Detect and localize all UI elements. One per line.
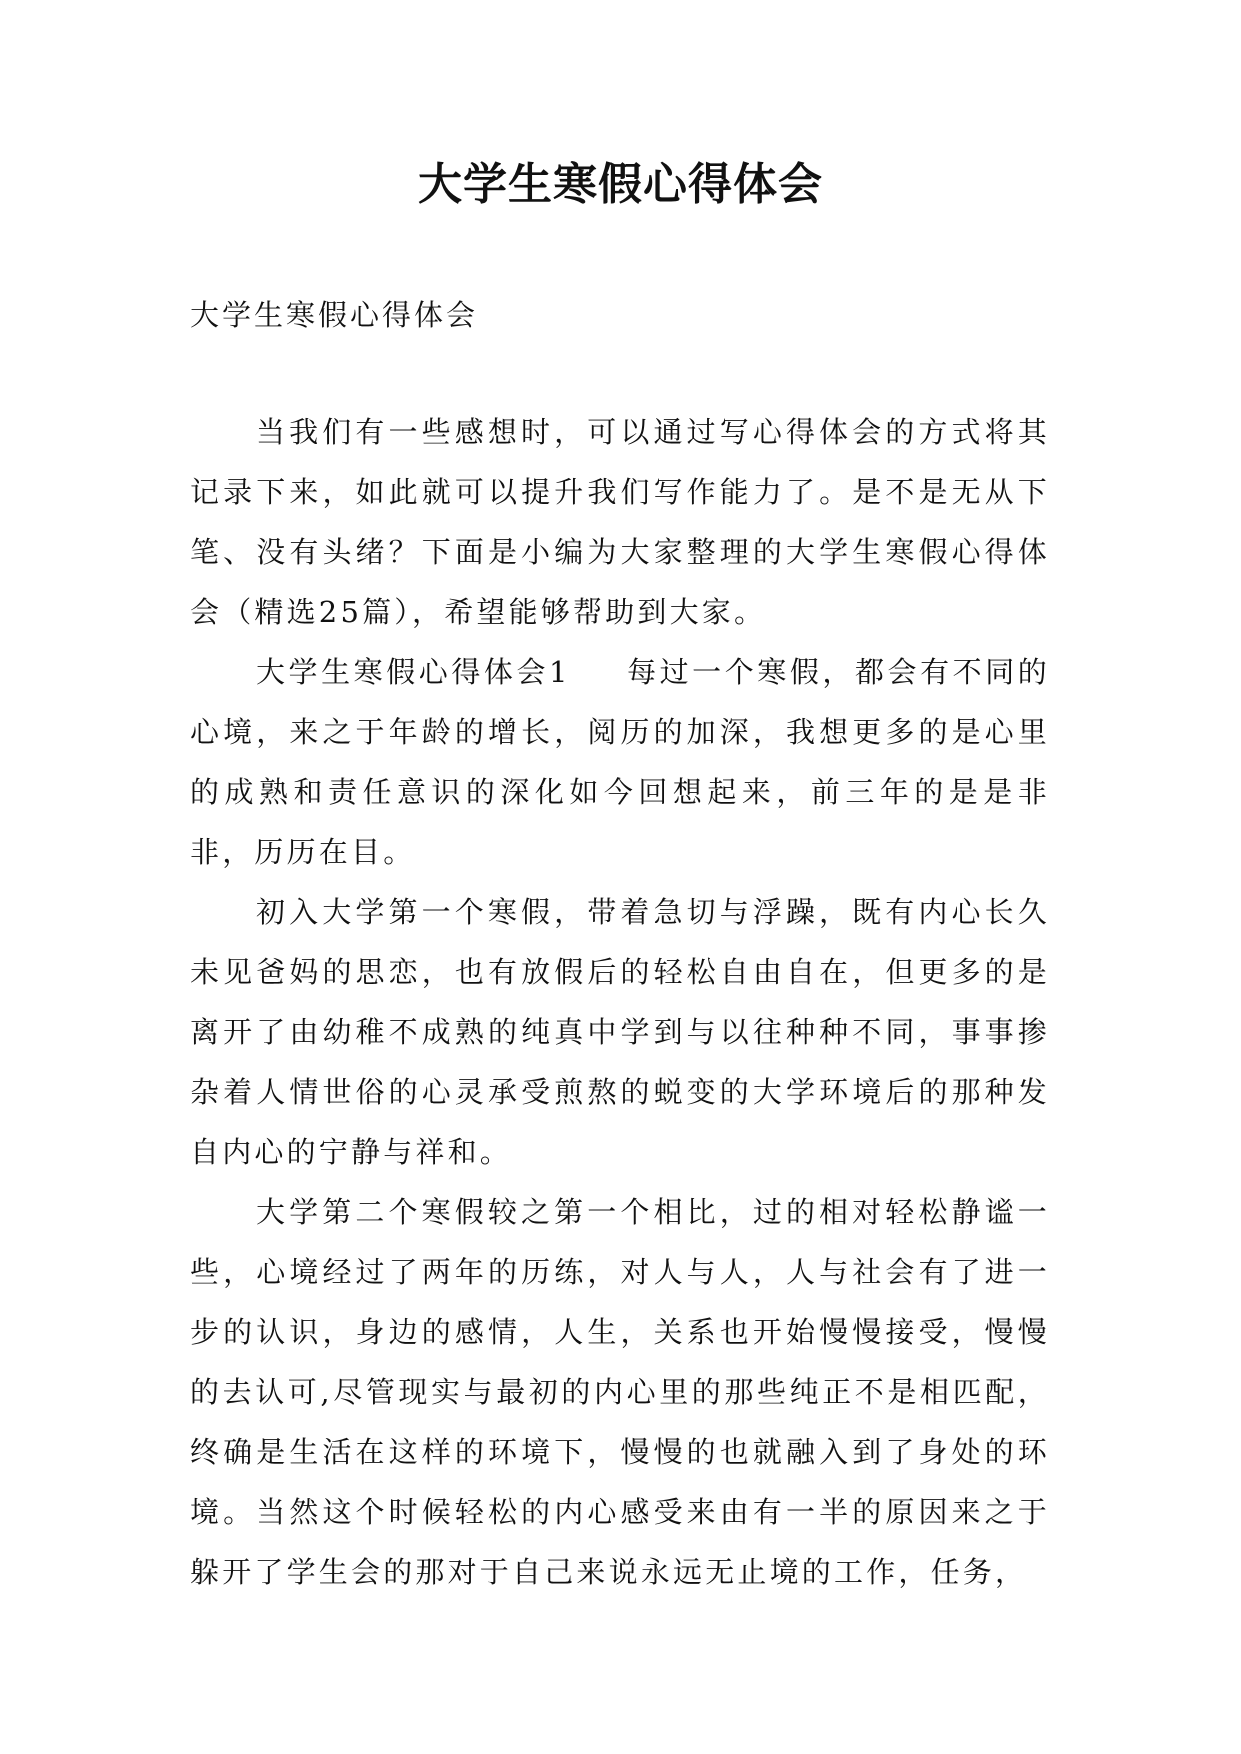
paragraph-section-1 (190, 642, 1050, 882)
section-heading: 大学生寒假心得体会1 (256, 655, 571, 689)
document-body (190, 402, 1050, 1602)
document-title: 大学生寒假心得体会 (418, 159, 823, 210)
paragraph-first-winter: 初入大学第一个寒假，带着急切与浮躁，既有内心长久未见爸妈的思恋，也有放假后的轻松自由自在，但更多的是离开了由幼稚不成熟的纯真中学到与以往种种不同，事事掺杂着人情世俗的心灵承受煎熬的蜕变的大学环境后的那种发自内心的宁静与祥和。 (190, 895, 1050, 1169)
paragraph-second-winter: 大学第二个寒假较之第一个相比，过的相对轻松静谧一些，心境经过了两年的历练，对人与人，人与社会有了进一步的认识，身边的感情，人生，关系也开始慢慢接受，慢慢的去认可,尽管现实与最初的内心里的那些纯正不是相匹配，终确是生活在这样的环境下，慢慢的也就融入到了身处的环境。当然这个时候轻松的内心感受来由有一半的原因来之于躲开了学生会的那对于自己来说永远无止境的工作，任务， (190, 1195, 1050, 1589)
document-subtitle: 大学生寒假心得体会 (190, 298, 479, 332)
paragraph-intro: 当我们有一些感想时，可以通过写心得体会的方式将其记录下来，如此就可以提升我们写作能力了。是不是无从下笔、没有头绪？下面是小编为大家整理的大学生寒假心得体会（精选25篇），希望能够帮助到大家。 (190, 415, 1050, 629)
section-text: 每过一个寒假，都会有不同的心境，来之于年龄的增长，阅历的加深，我想更多的是心里的成熟和责任意识的深化如今回想起来，前三年的是是非非，历历在目。 (190, 655, 1050, 869)
